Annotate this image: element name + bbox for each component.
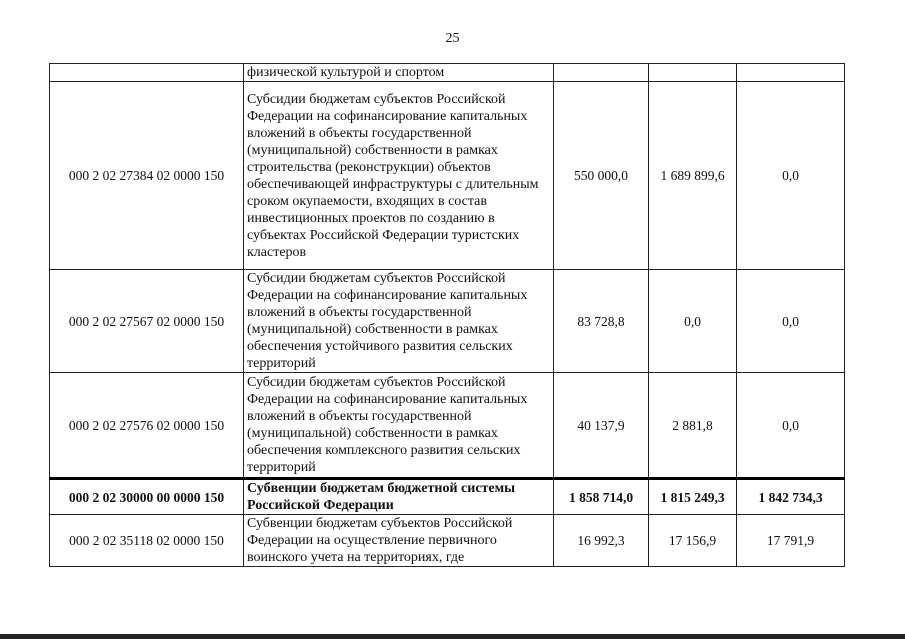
budget-revenue-table <box>49 63 845 567</box>
value-year2-cell: 0,0 <box>649 270 737 373</box>
description-cell: Субвенции бюджетам бюджетной системы Российской Федерации <box>244 479 554 515</box>
description-cell: Субвенции бюджетам субъектов Российской Федерации на осуществление первичного воинского учета на территориях, где <box>244 515 554 567</box>
value-year3-cell: 1 842 734,3 <box>737 479 845 515</box>
page-number: 25 <box>445 31 460 46</box>
value-year1-cell <box>554 64 649 82</box>
description-cell: Субсидии бюджетам субъектов Российской Федерации на софинансирование капитальных вложений в объекты государственной (муниципальной) собственности в рамках обеспечения устойчивого развития сельских территорий <box>244 270 554 373</box>
table-row-subtotal <box>50 479 845 515</box>
table-row <box>50 515 845 567</box>
value-year3-cell: 17 791,9 <box>737 515 845 567</box>
value-year2-cell: 1 815 249,3 <box>649 479 737 515</box>
table-row <box>50 82 845 270</box>
value-year1-cell: 40 137,9 <box>554 373 649 479</box>
value-year2-cell: 2 881,8 <box>649 373 737 479</box>
page-edge-divider <box>0 634 905 639</box>
value-year1-cell: 1 858 714,0 <box>554 479 649 515</box>
budget-code-cell: 000 2 02 27576 02 0000 150 <box>50 373 244 479</box>
budget-code-cell: 000 2 02 27567 02 0000 150 <box>50 270 244 373</box>
table-row <box>50 64 845 82</box>
value-year3-cell <box>737 64 845 82</box>
value-year3-cell: 0,0 <box>737 270 845 373</box>
value-year1-cell: 83 728,8 <box>554 270 649 373</box>
budget-code-cell: 000 2 02 27384 02 0000 150 <box>50 82 244 270</box>
value-year2-cell: 17 156,9 <box>649 515 737 567</box>
description-cell: Субсидии бюджетам субъектов Российской Федерации на софинансирование капитальных вложений в объекты государственной (муниципальной) собственности в рамках строительства (реконструкции) объектов обеспечивающей инфраструктуры с длительным сроком окупаемости, входящих в состав инвестиционных проектов по созданию в субъектах Российской Федерации туристских кластеров <box>244 82 554 270</box>
value-year1-cell: 550 000,0 <box>554 82 649 270</box>
value-year2-cell <box>649 64 737 82</box>
table-row <box>50 270 845 373</box>
budget-code-cell: 000 2 02 35118 02 0000 150 <box>50 515 244 567</box>
table-row <box>50 373 845 479</box>
value-year2-cell: 1 689 899,6 <box>649 82 737 270</box>
budget-code-cell: 000 2 02 30000 00 0000 150 <box>50 479 244 515</box>
value-year3-cell: 0,0 <box>737 373 845 479</box>
description-cell: Субсидии бюджетам субъектов Российской Федерации на софинансирование капитальных вложений в объекты государственной (муниципальной) собственности в рамках обеспечения комплексного развития сельских территорий <box>244 373 554 479</box>
value-year3-cell: 0,0 <box>737 82 845 270</box>
value-year1-cell: 16 992,3 <box>554 515 649 567</box>
description-cell: физической культурой и спортом <box>244 64 554 82</box>
budget-code-cell <box>50 64 244 82</box>
